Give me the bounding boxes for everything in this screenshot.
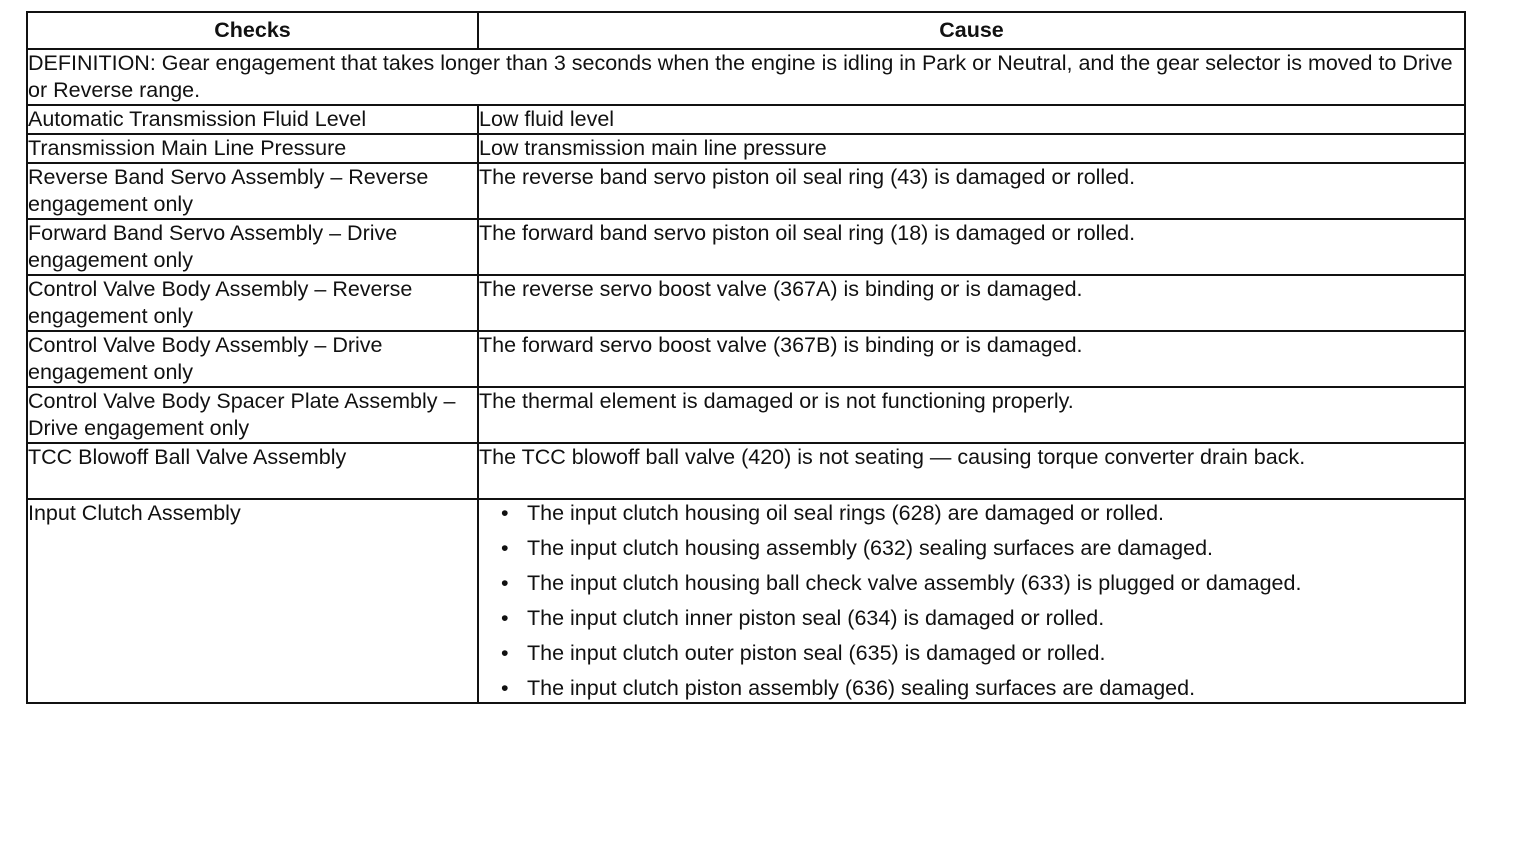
cause-bullet-list xyxy=(479,500,1464,702)
check-cell: Transmission Main Line Pressure xyxy=(27,134,478,163)
bullet-icon: • xyxy=(501,676,509,700)
cause-cell: The forward band servo piston oil seal ring (18) is damaged or rolled. xyxy=(478,219,1465,275)
check-cell: Automatic Transmission Fluid Level xyxy=(27,105,478,134)
check-cell: Input Clutch Assembly xyxy=(27,499,478,703)
table-row xyxy=(27,105,1465,134)
header-checks: Checks xyxy=(27,12,478,49)
bullet-icon: • xyxy=(501,641,509,665)
check-cell: Control Valve Body Spacer Plate Assembly – Drive engagement only xyxy=(27,387,478,443)
bullet-icon: • xyxy=(501,606,509,630)
list-item xyxy=(501,640,1464,667)
list-item xyxy=(501,605,1464,632)
list-item-text: The input clutch inner piston seal (634) is damaged or rolled. xyxy=(527,606,1105,630)
bullet-icon: • xyxy=(501,571,509,595)
list-item-text: The input clutch piston assembly (636) sealing surfaces are damaged. xyxy=(527,676,1196,700)
list-item-text: The input clutch housing oil seal rings (628) are damaged or rolled. xyxy=(527,501,1165,525)
header-cause: Cause xyxy=(478,12,1465,49)
cause-cell: Low transmission main line pressure xyxy=(478,134,1465,163)
list-item-text: The input clutch housing assembly (632) sealing surfaces are damaged. xyxy=(527,536,1213,560)
cause-cell: The thermal element is damaged or is not functioning properly. xyxy=(478,387,1465,443)
input-clutch-row xyxy=(27,499,1465,703)
check-cell: Control Valve Body Assembly – Drive engagement only xyxy=(27,331,478,387)
table-row xyxy=(27,219,1465,275)
table-row xyxy=(27,387,1465,443)
table-row xyxy=(27,134,1465,163)
list-item-text: The input clutch housing ball check valve assembly (633) is plugged or damaged. xyxy=(527,571,1302,595)
check-cell: Control Valve Body Assembly – Reverse engagement only xyxy=(27,275,478,331)
list-item xyxy=(501,500,1464,527)
cause-cell: The reverse servo boost valve (367A) is binding or is damaged. xyxy=(478,275,1465,331)
diagnostic-table xyxy=(26,11,1466,704)
table-row xyxy=(27,331,1465,387)
cause-cell: The TCC blowoff ball valve (420) is not seating — causing torque converter drain back. xyxy=(478,443,1465,499)
list-item xyxy=(501,570,1464,597)
table-row xyxy=(27,443,1465,499)
check-cell: TCC Blowoff Ball Valve Assembly xyxy=(27,443,478,499)
cause-list-cell xyxy=(478,499,1465,703)
header-row xyxy=(27,12,1465,49)
list-item-text: The input clutch outer piston seal (635) is damaged or rolled. xyxy=(527,641,1106,665)
check-cell: Reverse Band Servo Assembly – Reverse engagement only xyxy=(27,163,478,219)
definition-text: DEFINITION: Gear engagement that takes longer than 3 seconds when the engine is idling in Park or Neutral, and the gear selector is moved to Drive or Reverse range. xyxy=(27,49,1465,105)
check-cell: Forward Band Servo Assembly – Drive engagement only xyxy=(27,219,478,275)
bullet-icon: • xyxy=(501,501,509,525)
cause-cell: The forward servo boost valve (367B) is binding or is damaged. xyxy=(478,331,1465,387)
bullet-icon: • xyxy=(501,536,509,560)
cause-cell: The reverse band servo piston oil seal ring (43) is damaged or rolled. xyxy=(478,163,1465,219)
list-item xyxy=(501,535,1464,562)
definition-row xyxy=(27,49,1465,105)
table-row xyxy=(27,163,1465,219)
table-row xyxy=(27,275,1465,331)
cause-cell: Low fluid level xyxy=(478,105,1465,134)
list-item xyxy=(501,675,1464,702)
